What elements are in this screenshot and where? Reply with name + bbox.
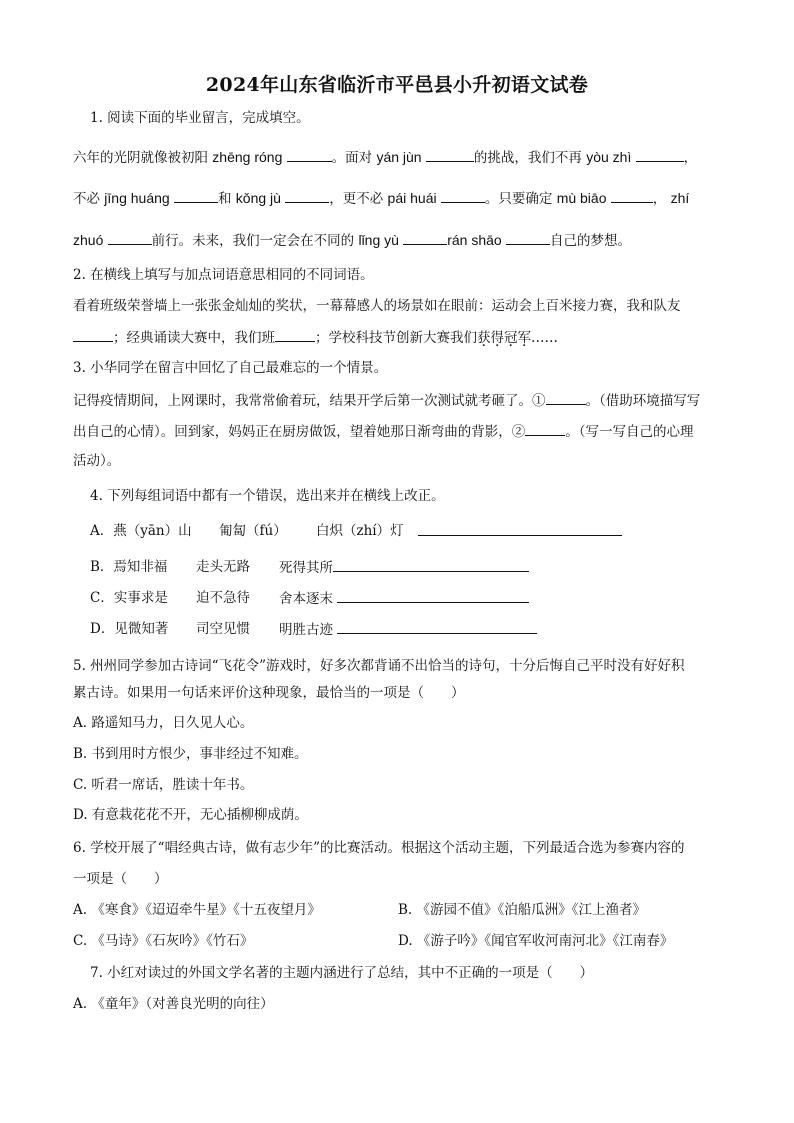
q1-text: 。只要确定 (484, 191, 557, 207)
option-word: 白炽（zhí）灯 (316, 523, 404, 539)
q3-line-2 (73, 421, 694, 442)
q1-text: ， (683, 150, 698, 166)
option-word: 实事求是 (113, 590, 168, 606)
q2-line-1: 看着班级荣誉墙上一张张金灿灿的奖状，一幕幕感人的场景如在眼前：运动会上百米接力赛，我和队友 (73, 298, 681, 314)
pinyin: yán jùn (376, 149, 422, 165)
q2-text: ；经典诵读大赛中，我们班 (113, 330, 275, 346)
pinyin: kǒng jù (235, 190, 281, 206)
dotted-char: 获 (477, 330, 491, 346)
option-label: B． (90, 559, 114, 575)
q4-option-a (90, 521, 192, 541)
q6-option-b[interactable]: B. 《游园不值》《泊船瓜洲》《江上渔者》 (398, 902, 647, 918)
answer-line[interactable] (337, 588, 529, 603)
q4-option-c (90, 588, 168, 608)
pinyin: zhēng róng (212, 149, 283, 165)
q2-line-2 (73, 327, 558, 348)
q5-option-b[interactable]: B. 书到用时方恨少，事非经过不知难。 (73, 746, 308, 762)
fill-blank[interactable] (506, 230, 550, 245)
q1-line-1 (73, 147, 697, 168)
q5-option-c[interactable]: C. 听君一席话，胜读十年书。 (73, 777, 254, 793)
dotted-char: 军 (517, 330, 531, 346)
q6-option-d[interactable]: D. 《游子吟》《闻官军收河南河北》《江南春》 (398, 933, 674, 949)
q5-option-d[interactable]: D. 有意栽花花不开，无心插柳柳成荫。 (73, 807, 308, 823)
fill-blank[interactable] (285, 188, 329, 203)
q3-prompt: 3. 小华同学在留言中回忆了自己最难忘的一个情景。 (73, 360, 388, 376)
q1-text: 。面对 (331, 150, 377, 166)
option-word: 死得其所 (279, 560, 333, 576)
q3-text: 。（借助环境描写写 (585, 393, 701, 409)
q4-prompt: 4. 下列每组词语中都有一个错误，选出来并在横线上改正。 (90, 488, 445, 504)
q6-line-2: 一项是（ ） (73, 871, 168, 887)
q2-prompt: 2. 在横线上填写与加点词语意思相同的不同词语。 (73, 267, 374, 283)
option-word: 燕（yān）山 (113, 523, 192, 539)
q3-line-1 (73, 390, 700, 411)
q2-text: ；学校科技节创新大赛我们 (315, 330, 477, 346)
option-label: A． (90, 523, 114, 539)
q6-option-a[interactable]: A. 《寒食》《迢迢牵牛星》《十五夜望月》 (73, 902, 321, 918)
fill-blank[interactable] (287, 147, 332, 162)
answer-line[interactable] (337, 619, 537, 634)
option-word: 迫不急待 (196, 590, 250, 606)
pinyin: yòu zhì (586, 149, 632, 165)
q1-text: ，更不必 (329, 191, 388, 207)
q5-line-2: 累古诗。如果用一句话来评价这种现象，最恰当的一项是（ ） (73, 685, 465, 701)
q1-text: 的挑战，我们不再 (473, 150, 587, 166)
fill-blank[interactable] (611, 188, 653, 203)
option-word: 司空见惯 (196, 621, 250, 637)
pinyin: mù biāo (556, 190, 607, 206)
pinyin: pái huái (387, 190, 437, 206)
q1-prompt: 1. 阅读下面的毕业留言，完成填空。 (90, 110, 310, 126)
fill-blank[interactable] (174, 188, 218, 203)
fill-blank[interactable] (546, 390, 586, 405)
q6-line-1: 6. 学校开展了“唱经典古诗，做有志少年”的比赛活动。根据这个活动主题，下列最适合选为参赛内容的 (73, 840, 685, 856)
q1-text: 六年的光阴就像被初阳 (73, 150, 213, 166)
q6-option-c[interactable]: C. 《马诗》《石灰吟》《竹石》 (73, 933, 254, 949)
option-word: 见微知著 (114, 621, 169, 637)
q4-b-w3 (279, 557, 529, 578)
q3-line-3: 活动）。 (73, 453, 121, 469)
q5-line-1: 5. 州州同学参加古诗词“飞花令”游戏时，好多次都背诵不出恰当的诗句，十分后悔自己平时没有好好积 (73, 658, 685, 674)
answer-line[interactable] (418, 521, 622, 542)
exam-title: 2024年山东省临沂市平邑县小升初语文试卷 (205, 74, 589, 96)
q7-prompt: 7. 小红对读过的外国文学名著的主题内涵进行了总结，其中不正确的一项是（ ） (90, 965, 594, 981)
pinyin: lǐng yù (358, 232, 399, 248)
q1-text: ， (652, 191, 667, 207)
fill-blank[interactable] (426, 147, 474, 162)
q1-text: 前行。未来，我们一定会在不同的 (151, 233, 359, 249)
q5-option-a[interactable]: A. 路遥知马力，日久见人心。 (73, 715, 254, 731)
option-word: 焉知非福 (113, 559, 168, 575)
q4-d-w3 (279, 619, 537, 640)
dotted-char: 冠 (504, 330, 518, 346)
fill-blank[interactable] (73, 327, 113, 342)
dotted-char: 得 (490, 330, 504, 346)
fill-blank[interactable] (525, 421, 565, 436)
option-word: 匍匐（fú） (219, 523, 287, 539)
option-label: C． (90, 590, 114, 606)
option-word: 明胜古迹 (279, 622, 333, 638)
fill-blank[interactable] (403, 230, 447, 245)
fill-blank[interactable] (275, 327, 315, 342)
fill-blank[interactable] (636, 147, 684, 162)
pinyin: zhuó (73, 232, 104, 248)
pinyin: zhí (670, 190, 690, 206)
q4-option-b (90, 557, 167, 577)
fill-blank[interactable] (441, 188, 485, 203)
option-label: D． (90, 621, 115, 637)
q7-option-a[interactable]: A. 《童年》（对善良光明的向往） (73, 996, 274, 1012)
option-word: 走头无路 (196, 559, 250, 575)
q1-text: 和 (218, 191, 236, 207)
option-word: 舍本逐末 (279, 591, 333, 607)
q3-text: 记得疫情期间，上网课时，我常常偷着玩，结果开学后第一次测试就考砸了。① (73, 393, 546, 409)
pinyin: rán shāo (447, 232, 502, 248)
q1-line-3 (73, 230, 631, 251)
q4-option-d (90, 619, 168, 639)
answer-line[interactable] (333, 557, 529, 572)
q1-line-2 (73, 188, 689, 209)
q3-text: 出自己的心情）。回到家，妈妈正在厨房做饭，望着她那日渐弯曲的背影，② (73, 424, 526, 440)
q2-text: …… (531, 330, 558, 346)
q1-text: 不必 (73, 191, 105, 207)
q1-text: 自己的梦想。 (550, 233, 631, 249)
q4-c-w3 (279, 588, 529, 609)
pinyin: jīng huáng (104, 190, 170, 206)
fill-blank[interactable] (108, 230, 152, 245)
q3-text: 。（写一写自己的心理 (565, 424, 694, 440)
